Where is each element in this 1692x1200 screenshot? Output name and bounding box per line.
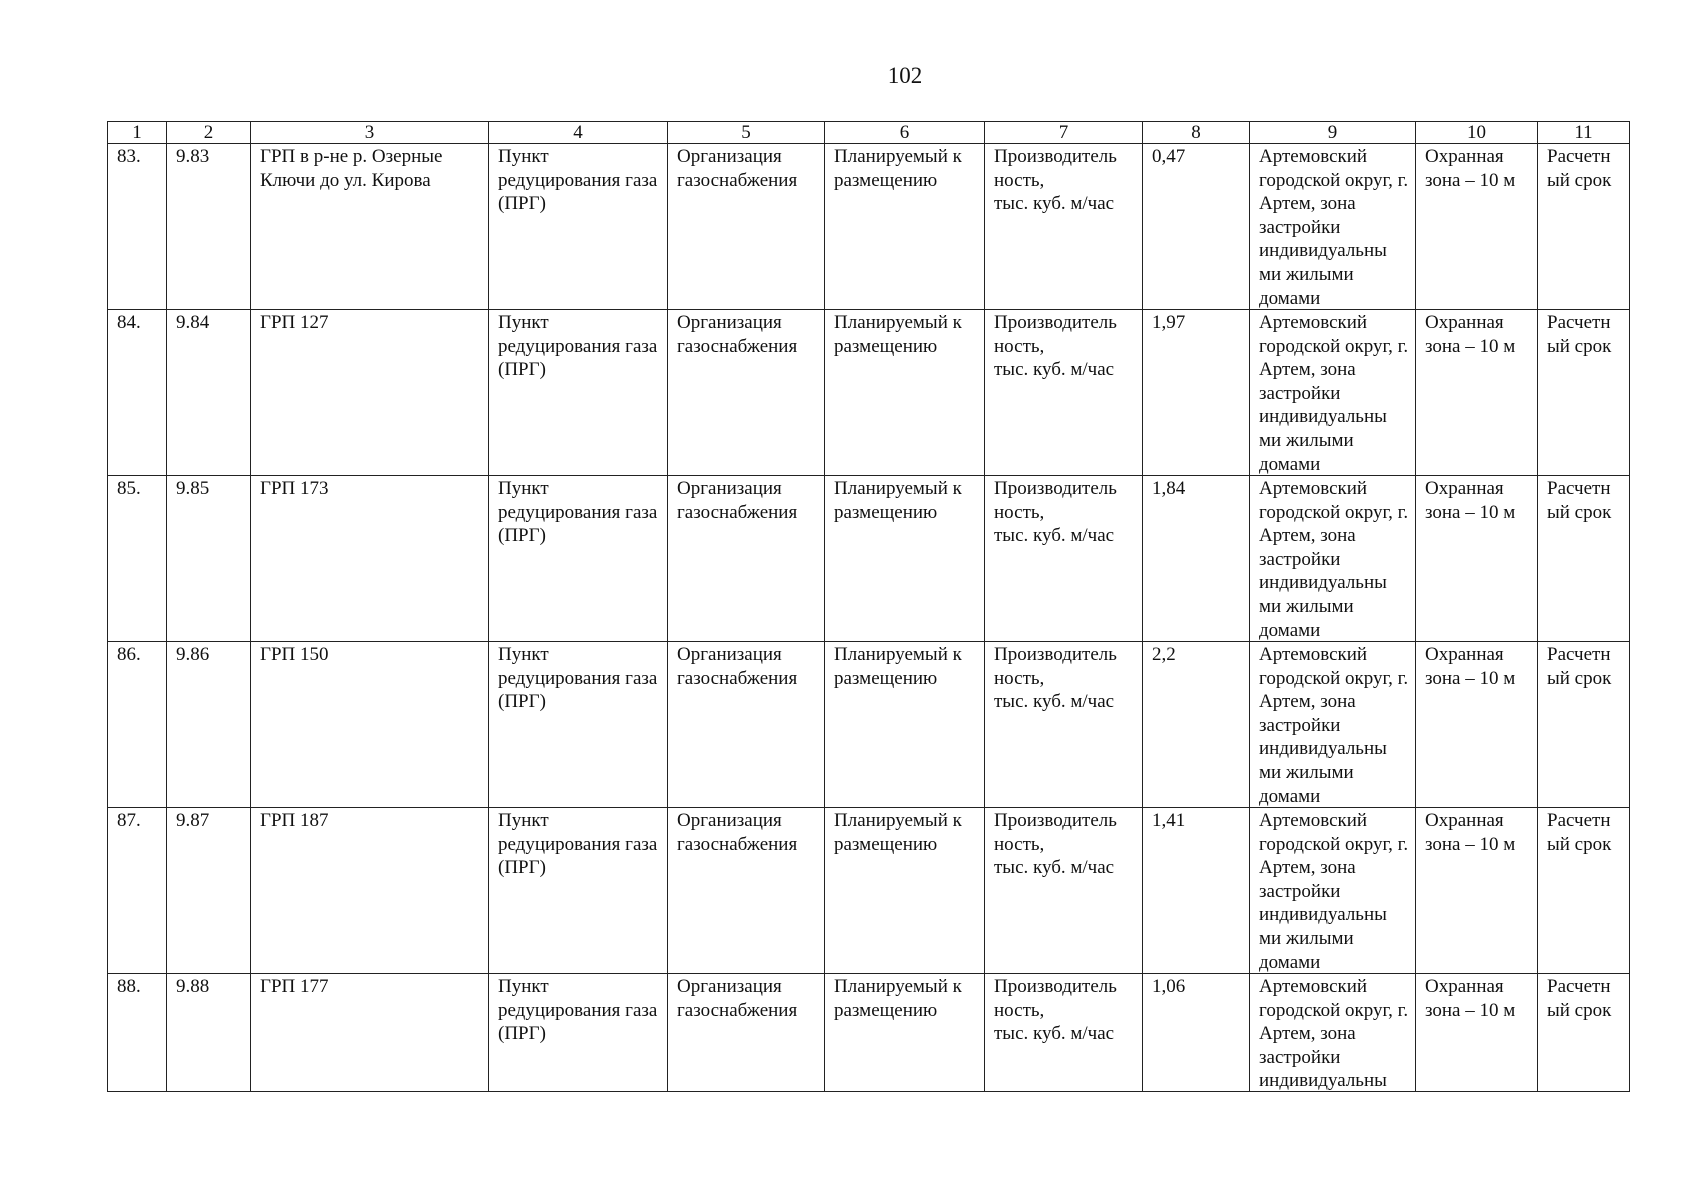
object-code: 9.87 (167, 808, 251, 974)
object-type: Пункт редуцирования газа (ПРГ) (489, 808, 668, 974)
responsible-organization: Организация газоснабжения (668, 310, 825, 476)
object-code: 9.86 (167, 642, 251, 808)
column-number-row (108, 122, 1630, 144)
implementation-term: Расчетн ый срок (1538, 310, 1630, 476)
table-row (108, 808, 1630, 974)
object-type: Пункт редуцирования газа (ПРГ) (489, 974, 668, 1092)
column-number: 2 (167, 122, 251, 144)
characteristic-value: 1,41 (1143, 808, 1250, 974)
object-location: Артемовский городской округ, г. Артем, зона застройки индивидуальны ми жилыми домами (1250, 808, 1416, 974)
characteristic-name: Производитель ность, тыс. куб. м/час (985, 310, 1143, 476)
object-location: Артемовский городской округ, г. Артем, зона застройки индивидуальны ми жилыми домами (1250, 642, 1416, 808)
implementation-term: Расчетн ый срок (1538, 144, 1630, 310)
object-code: 9.83 (167, 144, 251, 310)
characteristic-name: Производитель ность, тыс. куб. м/час (985, 144, 1143, 310)
row-number: 85. (108, 476, 167, 642)
table-row (108, 476, 1630, 642)
column-number: 11 (1538, 122, 1630, 144)
characteristic-name: Производитель ность, тыс. куб. м/час (985, 476, 1143, 642)
protection-zone: Охранная зона – 10 м (1416, 310, 1538, 476)
object-type: Пункт редуцирования газа (ПРГ) (489, 310, 668, 476)
protection-zone: Охранная зона – 10 м (1416, 642, 1538, 808)
column-number: 3 (251, 122, 489, 144)
characteristic-value: 1,97 (1143, 310, 1250, 476)
protection-zone: Охранная зона – 10 м (1416, 808, 1538, 974)
column-number: 1 (108, 122, 167, 144)
object-status: Планируемый к размещению (825, 310, 985, 476)
row-number: 87. (108, 808, 167, 974)
characteristic-value: 1,06 (1143, 974, 1250, 1092)
table-row (108, 974, 1630, 1092)
column-number: 4 (489, 122, 668, 144)
object-code: 9.84 (167, 310, 251, 476)
column-number: 10 (1416, 122, 1538, 144)
table-row (108, 144, 1630, 310)
characteristic-name: Производитель ность, тыс. куб. м/час (985, 808, 1143, 974)
object-status: Планируемый к размещению (825, 642, 985, 808)
characteristic-name: Производитель ность, тыс. куб. м/час (985, 642, 1143, 808)
object-location: Артемовский городской округ, г. Артем, зона застройки индивидуальны ми жилыми домами (1250, 144, 1416, 310)
responsible-organization: Организация газоснабжения (668, 642, 825, 808)
column-number: 9 (1250, 122, 1416, 144)
column-number: 7 (985, 122, 1143, 144)
column-number: 5 (668, 122, 825, 144)
implementation-term: Расчетн ый срок (1538, 642, 1630, 808)
implementation-term: Расчетн ый срок (1538, 476, 1630, 642)
row-number: 86. (108, 642, 167, 808)
protection-zone: Охранная зона – 10 м (1416, 476, 1538, 642)
object-location: Артемовский городской округ, г. Артем, зона застройки индивидуальны ми жилыми домами (1250, 310, 1416, 476)
page-number: 102 (887, 63, 923, 88)
characteristic-value: 1,84 (1143, 476, 1250, 642)
object-name: ГРП в р-не р. Озерные Ключи до ул. Кирова (251, 144, 489, 310)
object-name: ГРП 173 (251, 476, 489, 642)
row-number: 83. (108, 144, 167, 310)
table-row (108, 642, 1630, 808)
object-code: 9.88 (167, 974, 251, 1092)
object-name: ГРП 177 (251, 974, 489, 1092)
object-name: ГРП 150 (251, 642, 489, 808)
row-number: 84. (108, 310, 167, 476)
object-code: 9.85 (167, 476, 251, 642)
characteristic-value: 2,2 (1143, 642, 1250, 808)
object-status: Планируемый к размещению (825, 974, 985, 1092)
object-name: ГРП 127 (251, 310, 489, 476)
object-name: ГРП 187 (251, 808, 489, 974)
protection-zone: Охранная зона – 10 м (1416, 974, 1538, 1092)
column-number: 8 (1143, 122, 1250, 144)
characteristic-name: Производитель ность, тыс. куб. м/час (985, 974, 1143, 1092)
object-location: Артемовский городской округ, г. Артем, зона застройки индивидуальны ми жилыми домами (1250, 476, 1416, 642)
responsible-organization: Организация газоснабжения (668, 808, 825, 974)
implementation-term: Расчетн ый срок (1538, 974, 1630, 1092)
protection-zone: Охранная зона – 10 м (1416, 144, 1538, 310)
row-number: 88. (108, 974, 167, 1092)
object-status: Планируемый к размещению (825, 144, 985, 310)
implementation-term: Расчетн ый срок (1538, 808, 1630, 974)
object-type: Пункт редуцирования газа (ПРГ) (489, 144, 668, 310)
objects-table (107, 121, 1630, 1092)
object-status: Планируемый к размещению (825, 808, 985, 974)
object-status: Планируемый к размещению (825, 476, 985, 642)
object-type: Пункт редуцирования газа (ПРГ) (489, 642, 668, 808)
responsible-organization: Организация газоснабжения (668, 144, 825, 310)
responsible-organization: Организация газоснабжения (668, 476, 825, 642)
column-number: 6 (825, 122, 985, 144)
table-row (108, 310, 1630, 476)
object-type: Пункт редуцирования газа (ПРГ) (489, 476, 668, 642)
responsible-organization: Организация газоснабжения (668, 974, 825, 1092)
characteristic-value: 0,47 (1143, 144, 1250, 310)
object-location: Артемовский городской округ, г. Артем, зона застройки индивидуальны (1250, 974, 1416, 1092)
